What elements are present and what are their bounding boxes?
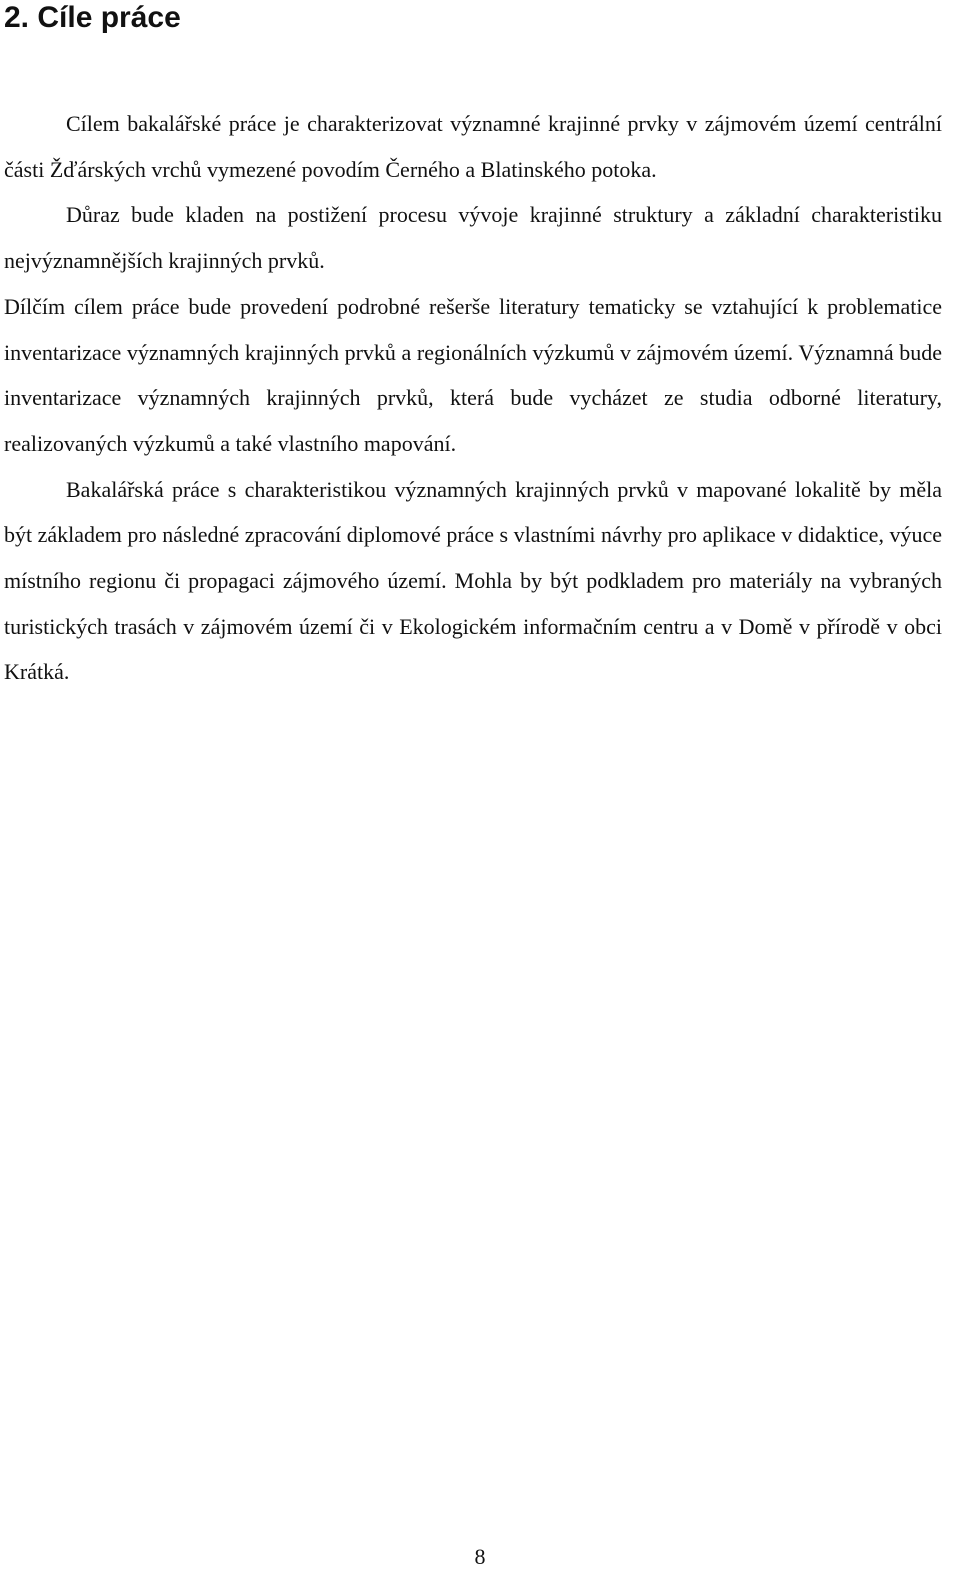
paragraph-goal: Cílem bakalářské práce je charakterizovat významné krajinné prvky v zájmovém území centrální části Žďárských vrchů vymezené povodím Černého a Blatinského potoka. <box>4 111 942 182</box>
page-number: 8 <box>474 1544 486 1569</box>
section-heading: 2. Cíle práce <box>4 1 181 34</box>
body-text <box>4 101 942 695</box>
paragraph-emphasis: Důraz bude kladen na postižení procesu vývoje krajinné struktury a základní charakteristiku nejvýznamnějších krajinných prvků. <box>4 202 942 274</box>
paragraph-partial-goal: Dílčím cílem práce bude provedení podrobné rešerše literatury tematicky se vztahující k problematice inventarizace významných krajinných prvků a regionálních výzkumů v zájmovém území. Významná bude inventarizace významných krajinných prvků, která bude vycházet ze studia odborné literatury, realizovaných výzkumů a také vlastního mapování. <box>4 293 942 456</box>
paragraph-bachelor-work: Bakalářská práce s charakteristikou významných krajinných prvků v mapované lokalitě by měla být základem pro následné zpracování diplomové práce s vlastními návrhy pro aplikace v didaktice, výuce místního regionu či propagaci zájmového území. Mohla by být podkladem pro materiály na vybraných turistických trasách v zájmovém území či v Ekologickém informačním centru a v Domě v přírodě v obci Krátká. <box>4 476 942 685</box>
